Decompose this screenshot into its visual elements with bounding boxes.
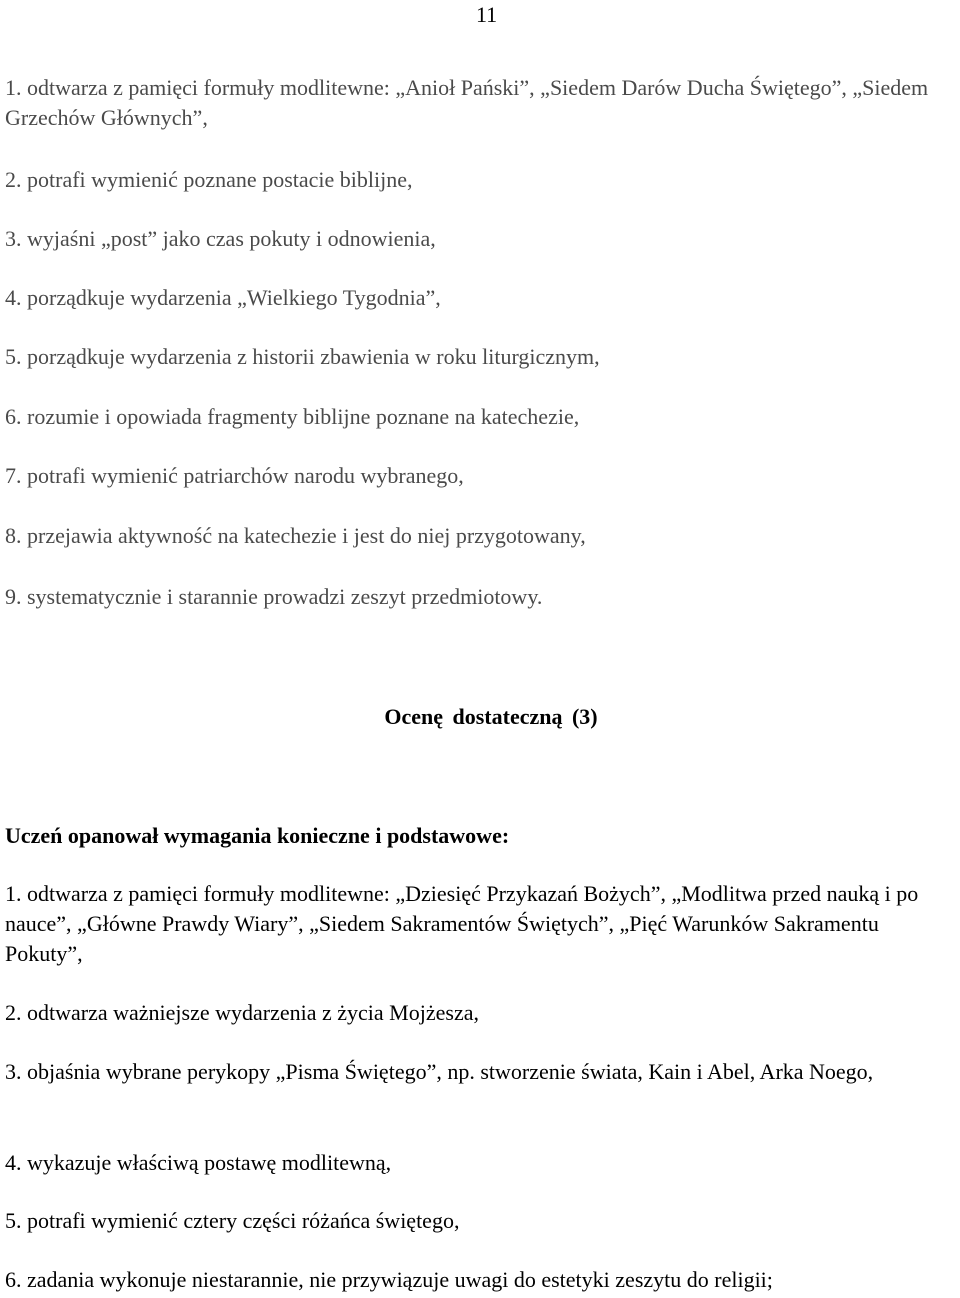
- list-item: 1. odtwarza z pamięci formuły modlitewne: „Anioł Pański”, „Siedem Darów Ducha Świętego”, „Siedem Grzechów Głównych”,: [5, 75, 929, 130]
- list-item: 6. zadania wykonuje niestarannie, nie przywiązuje uwagi do estetyki zeszytu do religii;: [5, 1267, 773, 1292]
- list-item: 2. potrafi wymienić poznane postacie biblijne,: [5, 167, 413, 192]
- list-item: 5. porządkuje wydarzenia z historii zbawienia w roku liturgicznym,: [5, 344, 600, 369]
- list-item: 3. wyjaśni „post” jako czas pokuty i odnowienia,: [5, 226, 436, 251]
- list-item: 9. systematycznie i starannie prowadzi zeszyt przedmiotowy.: [5, 584, 543, 609]
- requirements-heading: Uczeń opanował wymagania konieczne i podstawowe:: [5, 823, 510, 848]
- list-item: 4. porządkuje wydarzenia „Wielkiego Tygodnia”,: [5, 285, 441, 310]
- list-item: 6. rozumie i opowiada fragmenty biblijne poznane na katechezie,: [5, 404, 580, 429]
- list-item: 2. odtwarza ważniejsze wydarzenia z życia Mojżesza,: [5, 1000, 479, 1025]
- list-item: 4. wykazuje właściwą postawę modlitewną,: [5, 1150, 392, 1175]
- list-item: 5. potrafi wymienić cztery części różańca świętego,: [5, 1208, 460, 1233]
- list-item: 3. objaśnia wybrane perykopy „Pisma Świętego”, np. stworzenie świata, Kain i Abel, Arka Noego,: [5, 1059, 874, 1084]
- page-number: 11: [476, 2, 498, 27]
- grade-heading: Ocenę dostateczną (3): [384, 704, 598, 729]
- list-item: 1. odtwarza z pamięci formuły modlitewne: „Dziesięć Przykazań Bożych”, „Modlitwa przed nauką i po nauce”, „Główne Prawdy Wiary”, „Siedem Sakramentów Świętych”, „Pięć Warunków Sakramentu Pokuty”,: [5, 881, 919, 966]
- list-item: 7. potrafi wymienić patriarchów narodu wybranego,: [5, 463, 464, 488]
- list-item: 8. przejawia aktywność na katechezie i jest do niej przygotowany,: [5, 523, 586, 548]
